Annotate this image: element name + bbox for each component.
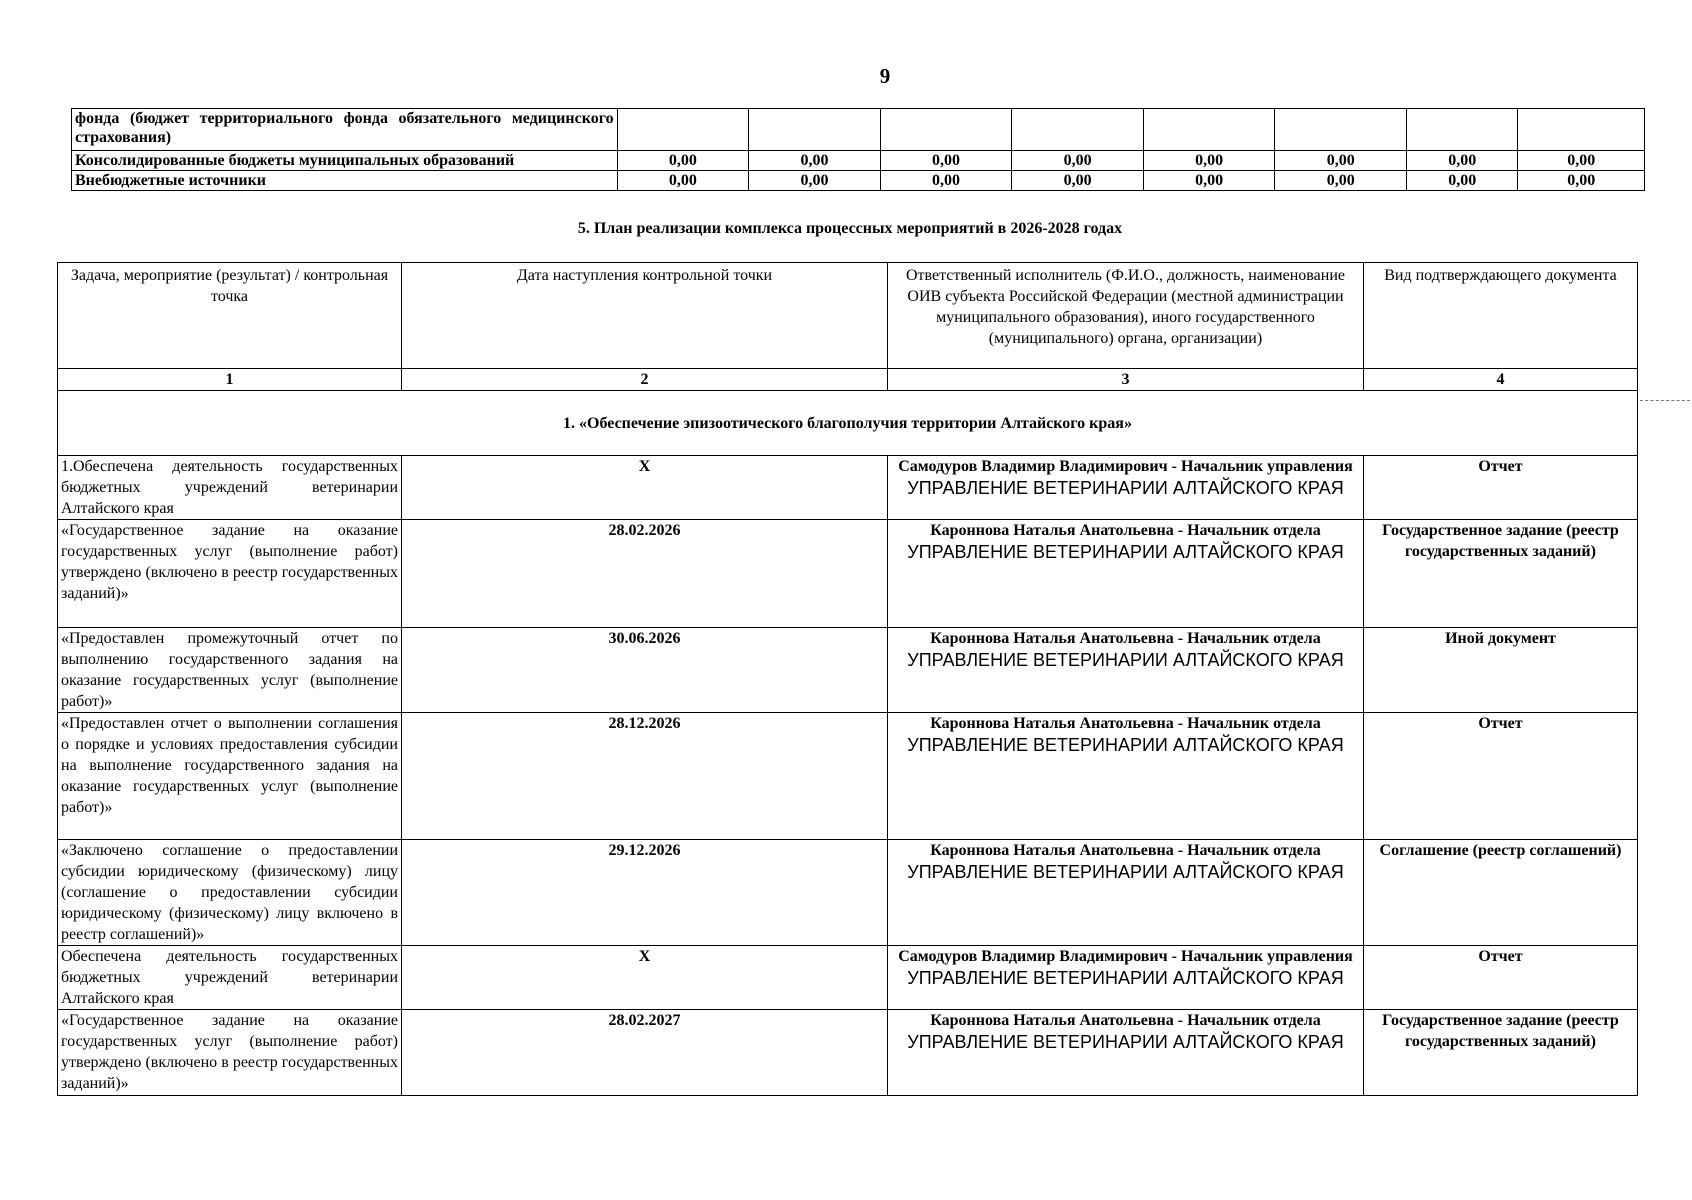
budget-cell: 0,00	[617, 171, 749, 191]
page-number: 9	[879, 64, 891, 88]
responsible-org: УПРАВЛЕНИЕ ВЕТЕРИНАРИИ АЛТАЙСКОГО КРАЯ	[907, 1032, 1344, 1052]
responsible-org: УПРАВЛЕНИЕ ВЕТЕРИНАРИИ АЛТАЙСКОГО КРАЯ	[907, 478, 1344, 498]
budget-cell	[749, 109, 881, 151]
plan-task: 1.Обеспечена деятельность государственных бюджетных учреждений ветеринарии Алтайского края	[58, 456, 402, 520]
budget-cell	[880, 109, 1012, 151]
budget-cell: 0,00	[1012, 151, 1144, 171]
plan-task: Обеспечена деятельность государственных бюджетных учреждений ветеринарии Алтайского края	[58, 946, 402, 1010]
scan-artifact-line	[1640, 400, 1690, 401]
plan-responsible	[888, 946, 1364, 1010]
plan-date: Х	[402, 456, 888, 520]
plan-responsible	[888, 1010, 1364, 1096]
plan-task: «Предоставлен отчет о выполнении соглашения о порядке и условиях предоставления субсидии на выполнение государственного задания на оказание государственных услуг (выполнение работ)»	[58, 713, 402, 840]
budget-cell: 0,00	[749, 171, 881, 191]
plan-document: Отчет	[1364, 946, 1638, 1010]
column-number: 3	[888, 369, 1364, 391]
plan-responsible	[888, 456, 1364, 520]
plan-row	[58, 456, 1638, 520]
responsible-person: Кароннова Наталья Анатольевна - Начальник отдела	[930, 715, 1321, 732]
budget-row-label: Внебюджетные источники	[72, 171, 618, 191]
responsible-person: Самодуров Владимир Владимирович - Начальник управления	[898, 458, 1353, 475]
plan-date: Х	[402, 946, 888, 1010]
responsible-person: Кароннова Наталья Анатольевна - Начальник отдела	[930, 522, 1321, 539]
plan-document: Отчет	[1364, 713, 1638, 840]
budget-cell: 0,00	[1012, 171, 1144, 191]
plan-document: Иной документ	[1364, 628, 1638, 713]
plan-responsible	[888, 840, 1364, 946]
plan-row	[58, 1010, 1638, 1096]
budget-cell	[1143, 109, 1275, 151]
budget-cell	[1275, 109, 1407, 151]
responsible-org: УПРАВЛЕНИЕ ВЕТЕРИНАРИИ АЛТАЙСКОГО КРАЯ	[907, 968, 1344, 988]
header-task: Задача, мероприятие (результат) / контрольная точка	[58, 263, 402, 369]
budget-cell: 0,00	[749, 151, 881, 171]
budget-cell: 0,00	[1143, 171, 1275, 191]
column-number: 1	[58, 369, 402, 391]
header-date: Дата наступления контрольной точки	[402, 263, 888, 369]
plan-task: «Государственное задание на оказание государственных услуг (выполнение работ) утверждено (включено в реестр государственных заданий)»	[58, 1010, 402, 1096]
plan-document: Отчет	[1364, 456, 1638, 520]
plan-row	[58, 713, 1638, 840]
plan-date: 28.02.2026	[402, 520, 888, 628]
plan-responsible	[888, 520, 1364, 628]
plan-table	[57, 262, 1638, 1096]
budget-row-label: фонда (бюджет территориального фонда обязательного медицинского страхования)	[72, 109, 618, 151]
budget-cell: 0,00	[1407, 151, 1518, 171]
budget-cell	[1407, 109, 1518, 151]
column-number: 4	[1364, 369, 1638, 391]
plan-responsible	[888, 713, 1364, 840]
responsible-org: УПРАВЛЕНИЕ ВЕТЕРИНАРИИ АЛТАЙСКОГО КРАЯ	[907, 862, 1344, 882]
budget-cell: 0,00	[1518, 151, 1645, 171]
responsible-person: Кароннова Наталья Анатольевна - Начальник отдела	[930, 630, 1321, 647]
budget-cell	[1518, 109, 1645, 151]
plan-row	[58, 520, 1638, 628]
plan-row	[58, 628, 1638, 713]
plan-row	[58, 946, 1638, 1010]
plan-header-row	[58, 263, 1638, 369]
budget-cell: 0,00	[1407, 171, 1518, 191]
responsible-person: Самодуров Владимир Владимирович - Начальник управления	[898, 948, 1353, 965]
header-responsible: Ответственный исполнитель (Ф.И.О., должность, наименование ОИВ субъекта Российской Федерации (местной администрации муниципального образования), иного государственного (муниципального) органа, организации)	[888, 263, 1364, 369]
budget-row	[72, 171, 1645, 191]
plan-task: «Предоставлен промежуточный отчет по выполнению государственного задания на оказание государственных услуг (выполнение работ)»	[58, 628, 402, 713]
plan-date: 29.12.2026	[402, 840, 888, 946]
budget-row-label: Консолидированные бюджеты муниципальных образований	[72, 151, 618, 171]
plan-date: 30.06.2026	[402, 628, 888, 713]
responsible-person: Кароннова Наталья Анатольевна - Начальник отдела	[930, 1012, 1321, 1029]
budget-cell: 0,00	[1143, 151, 1275, 171]
plan-task: «Государственное задание на оказание государственных услуг (выполнение работ) утверждено (включено в реестр государственных заданий)»	[58, 520, 402, 628]
responsible-org: УПРАВЛЕНИЕ ВЕТЕРИНАРИИ АЛТАЙСКОГО КРАЯ	[907, 735, 1344, 755]
budget-row	[72, 151, 1645, 171]
budget-cell: 0,00	[1518, 171, 1645, 191]
responsible-org: УПРАВЛЕНИЕ ВЕТЕРИНАРИИ АЛТАЙСКОГО КРАЯ	[907, 650, 1344, 670]
header-document: Вид подтверждающего документа	[1364, 263, 1638, 369]
column-number: 2	[402, 369, 888, 391]
plan-responsible	[888, 628, 1364, 713]
task-title: 1. «Обеспечение эпизоотического благополучия территории Алтайского края»	[58, 391, 1638, 456]
budget-table	[71, 108, 1645, 191]
budget-cell: 0,00	[1275, 151, 1407, 171]
budget-cell: 0,00	[1275, 171, 1407, 191]
plan-document: Соглашение (реестр соглашений)	[1364, 840, 1638, 946]
budget-cell	[1012, 109, 1144, 151]
budget-row	[72, 109, 1645, 151]
budget-cell: 0,00	[880, 151, 1012, 171]
responsible-org: УПРАВЛЕНИЕ ВЕТЕРИНАРИИ АЛТАЙСКОГО КРАЯ	[907, 542, 1344, 562]
section-title: 5. План реализации комплекса процессных мероприятий в 2026-2028 годах	[577, 220, 1123, 237]
budget-cell: 0,00	[880, 171, 1012, 191]
plan-document: Государственное задание (реестр государственных заданий)	[1364, 520, 1638, 628]
plan-task: «Заключено соглашение о предоставлении субсидии юридическому (физическому) лицу (соглашение о предоставлении субсидии юридическому (физическому) лицу включено в реестр соглашений)»	[58, 840, 402, 946]
responsible-person: Кароннова Наталья Анатольевна - Начальник отдела	[930, 842, 1321, 859]
task-header-row	[58, 391, 1638, 456]
plan-document: Государственное задание (реестр государственных заданий)	[1364, 1010, 1638, 1096]
plan-row	[58, 840, 1638, 946]
budget-cell	[617, 109, 749, 151]
plan-date: 28.02.2027	[402, 1010, 888, 1096]
plan-date: 28.12.2026	[402, 713, 888, 840]
budget-cell: 0,00	[617, 151, 749, 171]
column-number-row	[58, 369, 1638, 391]
